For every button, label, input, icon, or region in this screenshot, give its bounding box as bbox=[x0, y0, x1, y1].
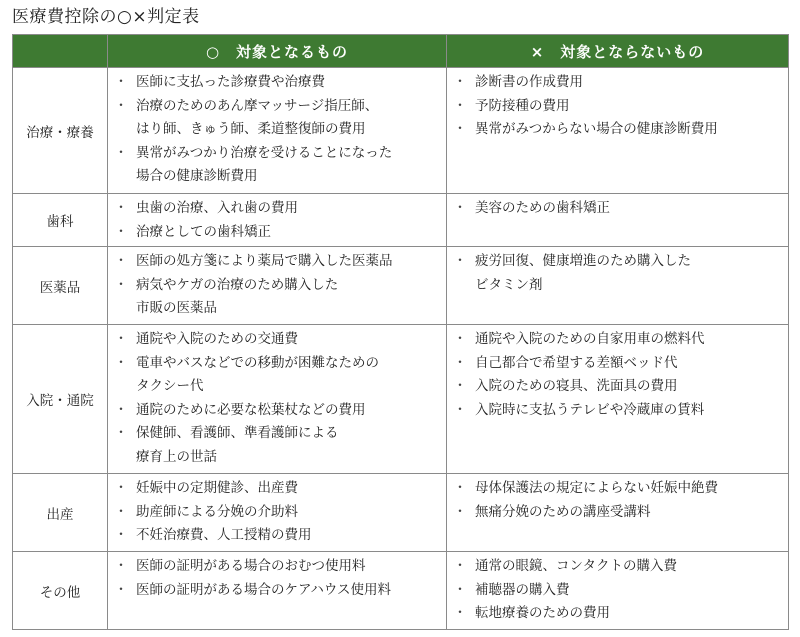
category-cell: 医薬品 bbox=[13, 247, 108, 325]
table-header-row bbox=[13, 35, 789, 68]
list-item: ・ 疲労回復、健康増進のため購入した ビタミン剤 bbox=[451, 250, 784, 297]
header-not-eligible: × 対象とならないもの bbox=[447, 35, 789, 68]
list-item: ・ 通常の眼鏡、コンタクトの購入費 bbox=[451, 555, 784, 579]
eligible-cell bbox=[108, 325, 447, 474]
category-cell: 出産 bbox=[13, 474, 108, 552]
list-item: ・ 医師の証明がある場合のケアハウス使用料 bbox=[112, 579, 442, 603]
list-item: ・ 医師に支払った診療費や治療費 bbox=[112, 71, 442, 95]
list-item: ・ 入院時に支払うテレビや冷蔵庫の賃料 bbox=[451, 399, 784, 423]
judgement-table bbox=[12, 34, 789, 630]
list-item: ・ 治療のためのあん摩マッサージ指圧師、 はり師、きゅう師、柔道整復師の費用 bbox=[112, 95, 442, 142]
table-row bbox=[13, 247, 789, 325]
not-eligible-cell bbox=[447, 325, 789, 474]
not-eligible-cell bbox=[447, 474, 789, 552]
category-cell: 歯科 bbox=[13, 194, 108, 247]
not-eligible-cell bbox=[447, 68, 789, 194]
list-item: ・ 異常がみつかり治療を受けることになった 場合の健康診断費用 bbox=[112, 142, 442, 189]
list-item: ・ 電車やバスなどでの移動が困難なための タクシー代 bbox=[112, 352, 442, 399]
table-row bbox=[13, 68, 789, 194]
category-cell: 治療・療養 bbox=[13, 68, 108, 194]
list-item: ・ 虫歯の治療、入れ歯の費用 bbox=[112, 197, 442, 221]
list-item: ・ 通院や入院のための交通費 bbox=[112, 328, 442, 352]
list-item: ・ 通院や入院のための自家用車の燃料代 bbox=[451, 328, 784, 352]
list-item: ・ 病気やケガの治療のため購入した 市販の医薬品 bbox=[112, 274, 442, 321]
page-title: 医療費控除の○×判定表 bbox=[12, 7, 200, 27]
table-row bbox=[13, 194, 789, 247]
category-cell: 入院・通院 bbox=[13, 325, 108, 474]
list-item: ・ 母体保護法の規定によらない妊娠中絶費 bbox=[451, 477, 784, 501]
list-item: ・ 治療としての歯科矯正 bbox=[112, 221, 442, 245]
eligible-cell bbox=[108, 68, 447, 194]
eligible-cell bbox=[108, 474, 447, 552]
list-item: ・ 美容のための歯科矯正 bbox=[451, 197, 784, 221]
list-item: ・ 補聴器の購入費 bbox=[451, 579, 784, 603]
not-eligible-cell bbox=[447, 247, 789, 325]
header-category bbox=[13, 35, 108, 68]
list-item: ・ 通院のために必要な松葉杖などの費用 bbox=[112, 399, 442, 423]
not-eligible-cell bbox=[447, 552, 789, 630]
eligible-cell bbox=[108, 552, 447, 630]
list-item: ・ 保健師、看護師、準看護師による 療育上の世話 bbox=[112, 422, 442, 469]
list-item: ・ 転地療養のための費用 bbox=[451, 602, 784, 626]
eligible-cell bbox=[108, 247, 447, 325]
list-item: ・ 自己都合で希望する差額ベッド代 bbox=[451, 352, 784, 376]
list-item: ・ 医師の証明がある場合のおむつ使用料 bbox=[112, 555, 442, 579]
eligible-cell bbox=[108, 194, 447, 247]
list-item: ・ 入院のための寝具、洗面具の費用 bbox=[451, 375, 784, 399]
table-row bbox=[13, 325, 789, 474]
list-item: ・ 予防接種の費用 bbox=[451, 95, 784, 119]
list-item: ・ 妊娠中の定期健診、出産費 bbox=[112, 477, 442, 501]
category-cell: その他 bbox=[13, 552, 108, 630]
list-item: ・ 診断書の作成費用 bbox=[451, 71, 784, 95]
list-item: ・ 医師の処方箋により薬局で購入した医薬品 bbox=[112, 250, 442, 274]
not-eligible-cell bbox=[447, 194, 789, 247]
header-eligible: ○ 対象となるもの bbox=[108, 35, 447, 68]
list-item: ・ 助産師による分娩の介助料 bbox=[112, 501, 442, 525]
table-row bbox=[13, 474, 789, 552]
table-row bbox=[13, 552, 789, 630]
list-item: ・ 無痛分娩のための講座受講料 bbox=[451, 501, 784, 525]
list-item: ・ 異常がみつからない場合の健康診断費用 bbox=[451, 118, 784, 142]
list-item: ・ 不妊治療費、人工授精の費用 bbox=[112, 524, 442, 548]
